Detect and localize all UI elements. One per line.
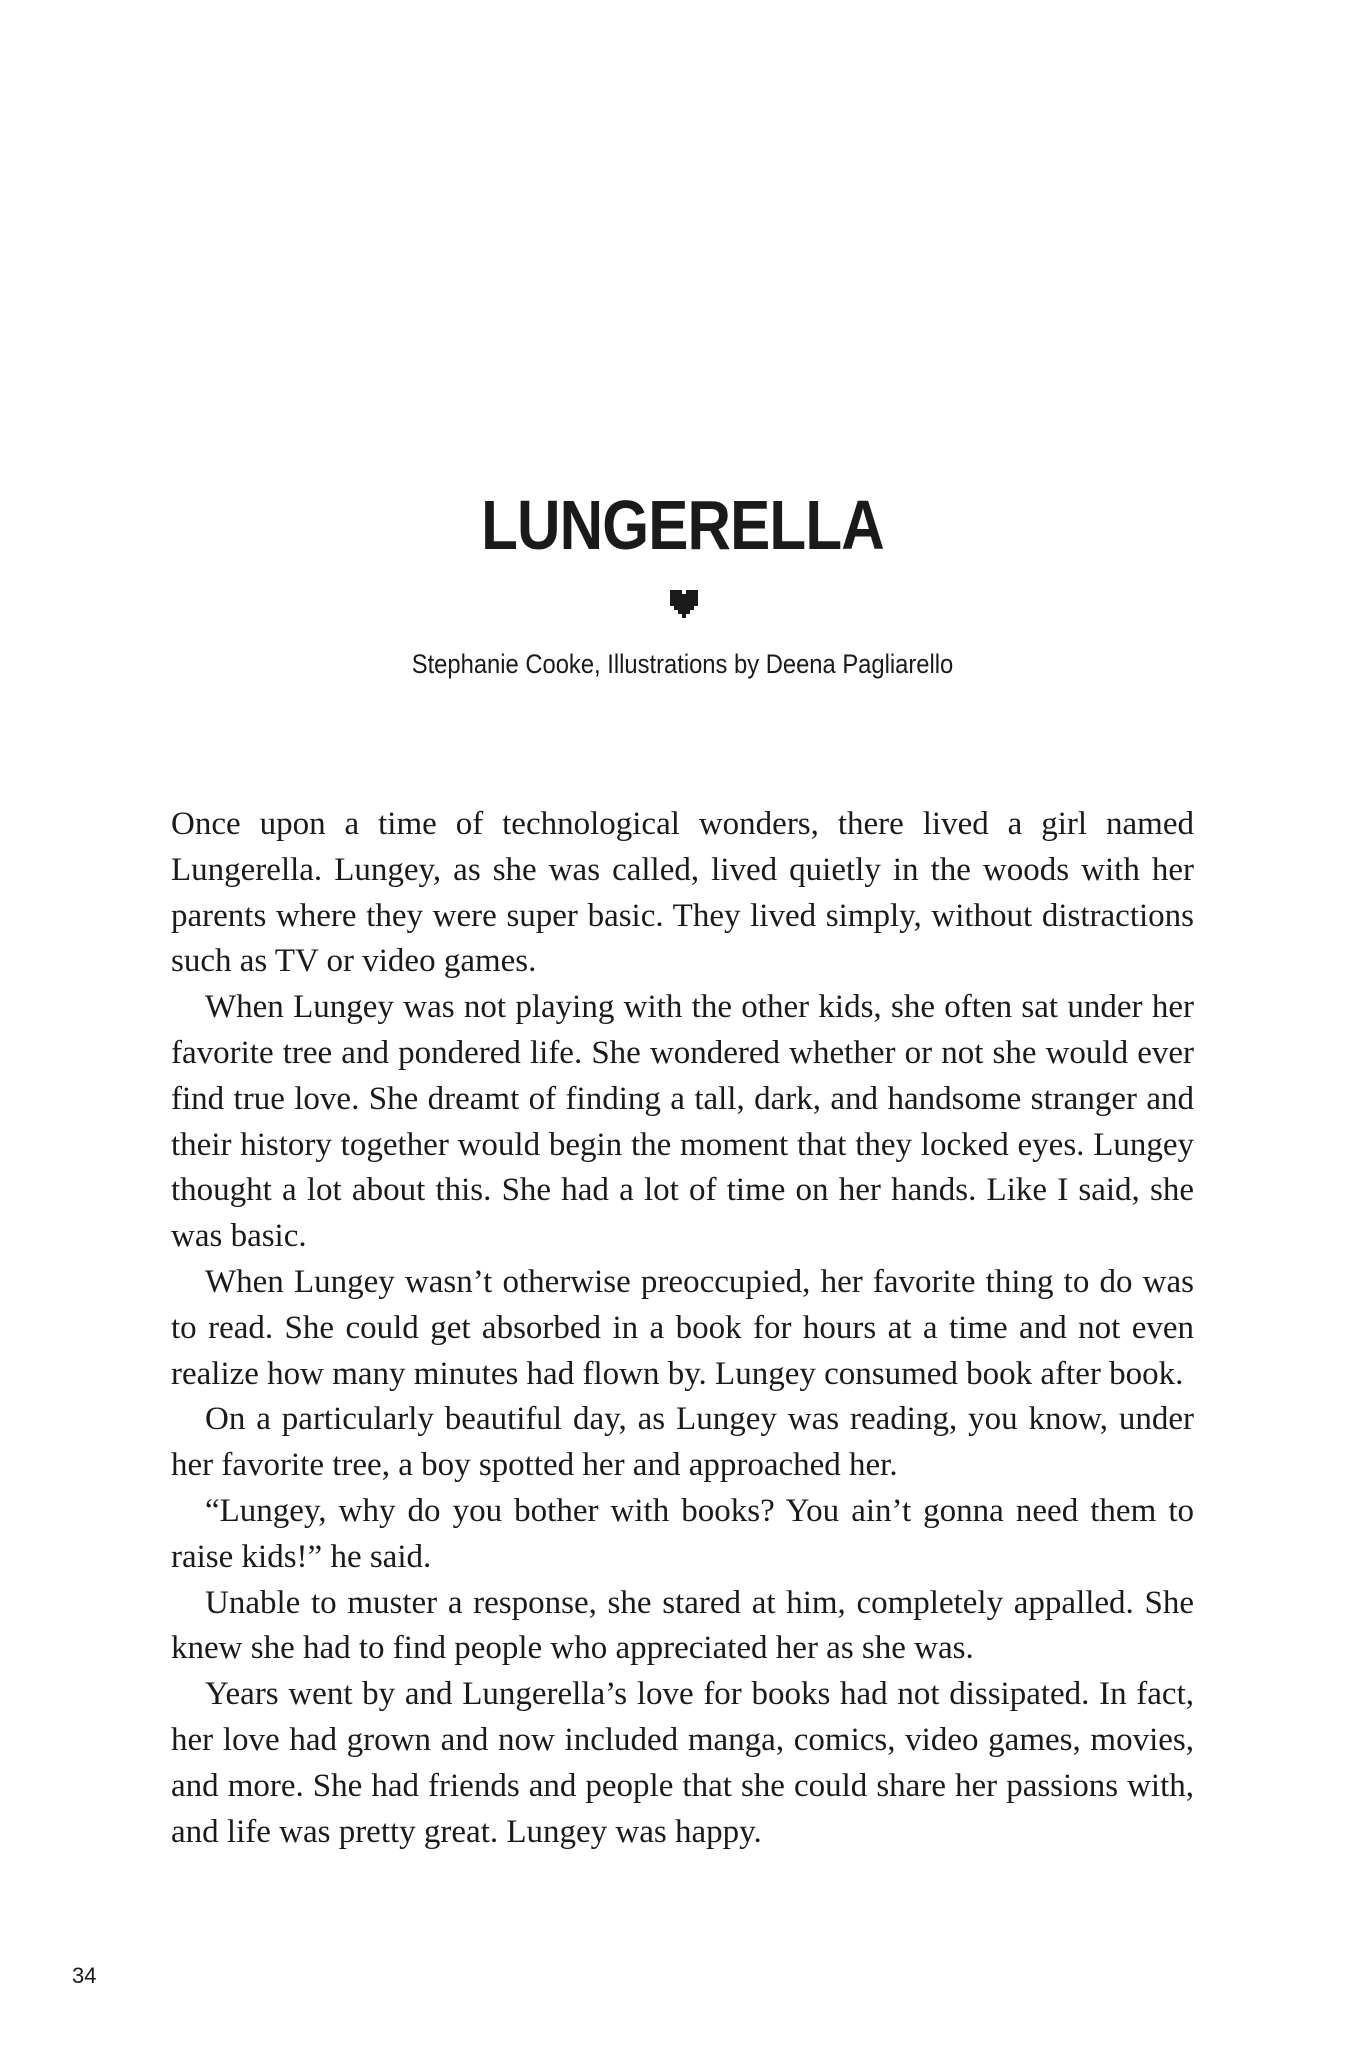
byline: Stephanie Cooke, Illustrations by Deena Pagliarello (411, 649, 954, 679)
paragraph: “Lungey, why do you bother with books? You ain’t gonna need them to raise kids!” he said. (171, 1492, 1194, 1575)
paragraph: Unable to muster a response, she stared at him, completely appalled. She knew she had to find people who appreciated her as she was. (171, 1584, 1194, 1667)
page-number: 34 (72, 1963, 97, 1988)
story-body (171, 802, 1194, 1855)
paragraph: When Lungey was not playing with the other kids, she often sat under her favorite tree and pondered life. She wondered whether or not she would ever find true love. She dreamt of finding a tall, dark, and handsome stranger and their history together would begin the moment that they locked eyes. Lungey thought a lot about this. She had a lot of time on her hands. Like I said, she was basic. (171, 989, 1194, 1255)
chapter-title: LUNGERELLA (481, 486, 884, 564)
paragraph: Once upon a time of technological wonders, there lived a girl named Lungerella. Lungey, as she was called, lived quietly in the woods with her parents where they were super basic. They lived simply, without distractions such as TV or video games. (171, 806, 1194, 980)
pixel-heart-icon (670, 590, 698, 618)
paragraph: On a particularly beautiful day, as Lungey was reading, you know, under her favorite tree, a boy spotted her and approached her. (171, 1401, 1194, 1484)
paragraph: Years went by and Lungerella’s love for books had not dissipated. In fact, her love had grown and now included manga, comics, video games, movies, and more. She had friends and people that she could share her passions with, and life was pretty great. Lungey was happy. (171, 1676, 1194, 1850)
paragraph: When Lungey wasn’t otherwise preoccupied, her favorite thing to do was to read. She could get absorbed in a book for hours at a time and not even realize how many minutes had flown by. Lungey consumed book after book. (171, 1263, 1194, 1392)
